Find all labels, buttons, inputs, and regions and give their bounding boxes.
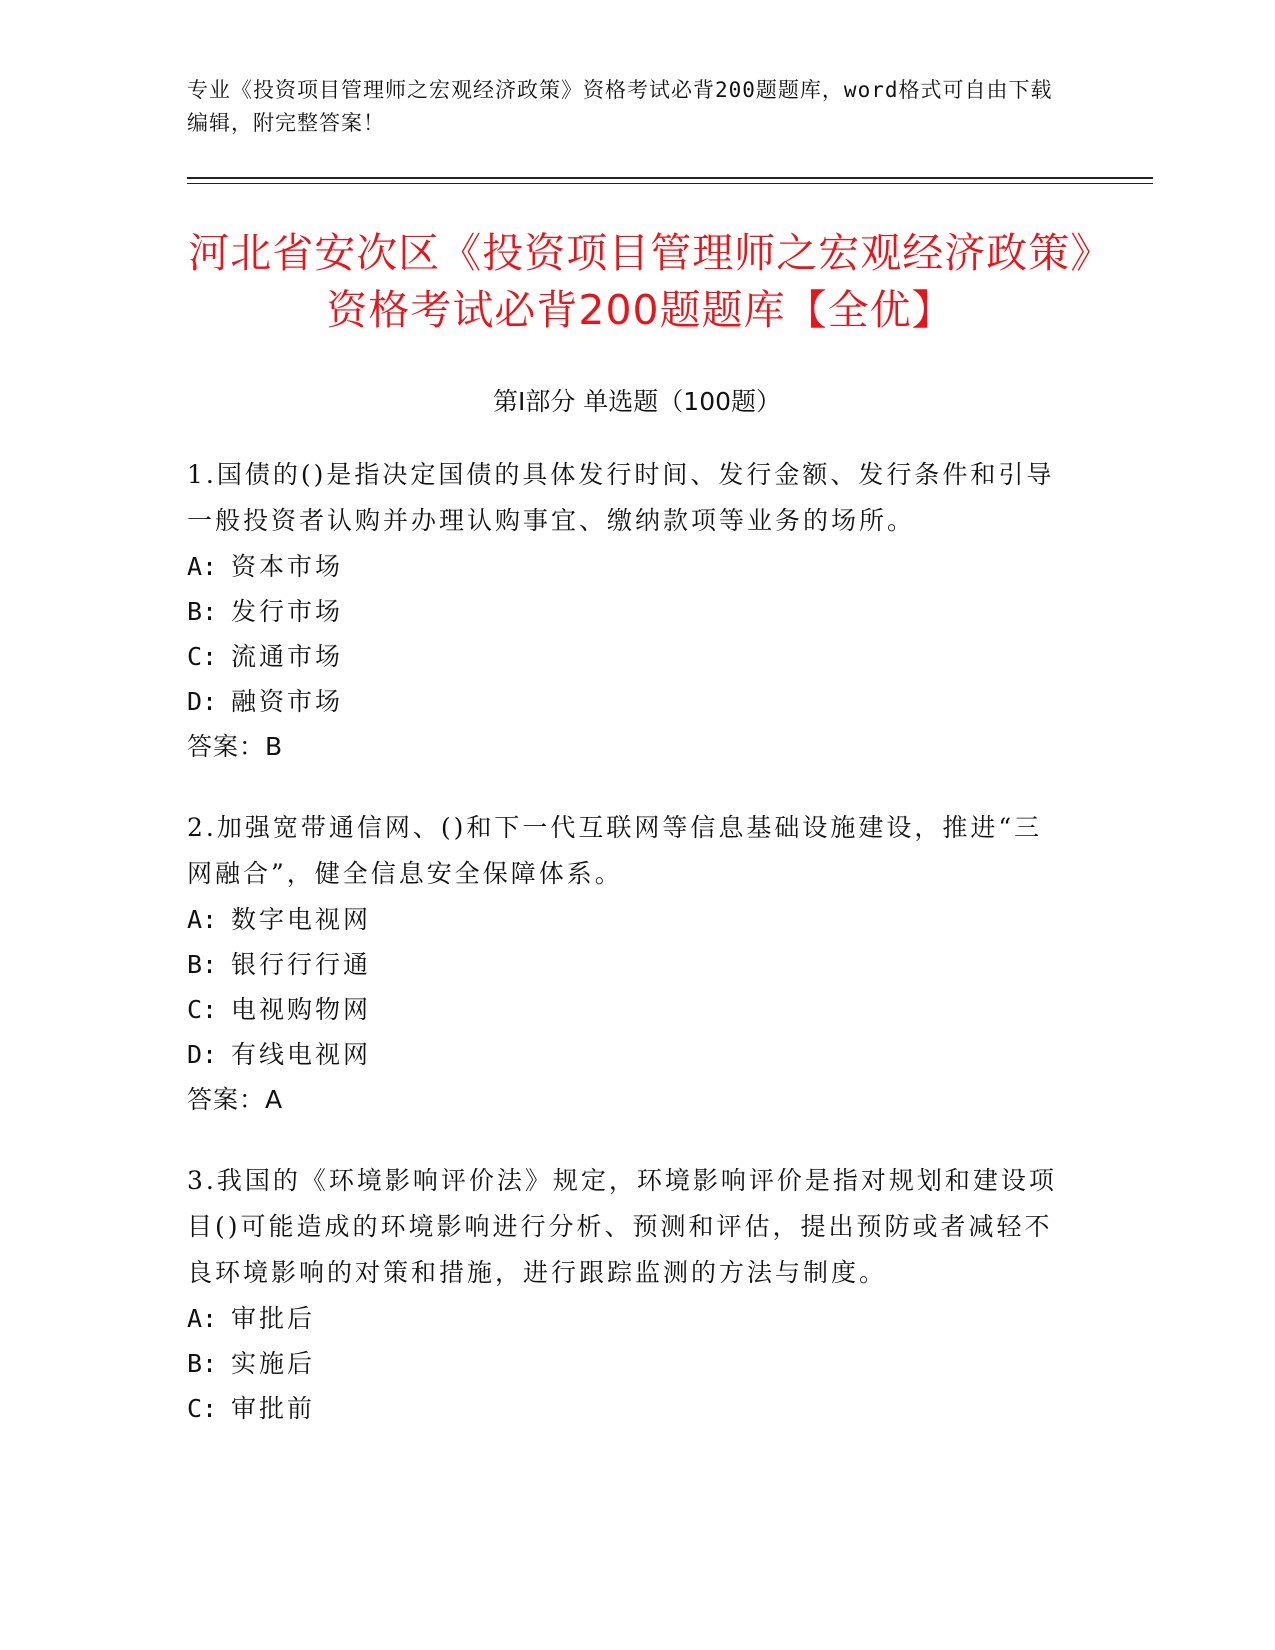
question-answer: 答案：B: [187, 732, 284, 761]
option-key: D:: [187, 1040, 218, 1069]
option-text: 银行行行通: [231, 950, 372, 979]
question-stem: 2.加强宽带通信网、()和下一代互联网等信息基础设施建设，推进“三网融合”，健全信息安全保障体系。: [187, 813, 1043, 888]
question-option-b: [187, 589, 1067, 634]
header-rule-thin: [187, 183, 1153, 184]
option-text: 发行市场: [231, 597, 344, 626]
question-option-d: [187, 679, 1067, 724]
question-answer: 答案：A: [187, 1085, 284, 1114]
question-option-b: [187, 942, 1067, 987]
question-option-d: [187, 1032, 1067, 1077]
header-note: 专业《投资项目管理师之宏观经济政策》资格考试必背200题题库，word格式可自由下载编辑，附完整答案！: [187, 78, 1053, 135]
option-key: D:: [187, 687, 218, 716]
option-key: C:: [187, 1394, 218, 1423]
question-option-c: [187, 987, 1067, 1032]
option-text: 流通市场: [231, 642, 344, 671]
question-2: [187, 805, 1067, 1122]
option-key: B:: [187, 950, 218, 979]
option-key: A:: [187, 552, 218, 581]
option-text: 审批前: [231, 1394, 316, 1423]
option-text: 电视购物网: [231, 995, 372, 1024]
option-key: B:: [187, 597, 218, 626]
option-key: C:: [187, 995, 218, 1024]
question-stem: 3.我国的《环境影响评价法》规定，环境影响评价是指对规划和建设项目()可能造成的环境影响进行分析、预测和评估，提出预防或者减轻不良环境影响的对策和措施，进行跟踪监测的方法与制度。: [187, 1166, 1057, 1287]
document-title: 河北省安次区《投资项目管理师之宏观经济政策》资格考试必背200题题库【全优】: [188, 229, 1092, 334]
option-text: 数字电视网: [231, 905, 372, 934]
option-key: A:: [187, 1304, 218, 1333]
option-key: B:: [187, 1349, 218, 1378]
question-option-a: [187, 897, 1067, 942]
option-text: 有线电视网: [231, 1040, 372, 1069]
question-option-a: [187, 1296, 1067, 1341]
option-key: A:: [187, 905, 218, 934]
question-3: [187, 1158, 1067, 1431]
section-title: 第I部分 单选题（100题）: [492, 387, 782, 416]
question-option-a: [187, 544, 1067, 589]
question-option-c: [187, 634, 1067, 679]
option-text: 资本市场: [231, 552, 344, 581]
question-option-c: [187, 1386, 1067, 1431]
question-option-b: [187, 1341, 1067, 1386]
question-stem: 1.国债的()是指决定国债的具体发行时间、发行金额、发行条件和引导一般投资者认购并办理认购事宜、缴纳款项等业务的场所。: [187, 460, 1055, 535]
question-1: [187, 452, 1067, 769]
option-text: 实施后: [231, 1349, 316, 1378]
header-rule-thick: [187, 177, 1153, 179]
option-text: 审批后: [231, 1304, 316, 1333]
option-key: C:: [187, 642, 218, 671]
option-text: 融资市场: [231, 687, 344, 716]
